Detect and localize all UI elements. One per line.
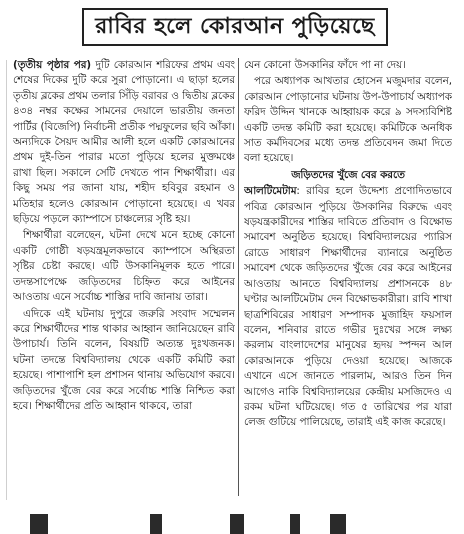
column-divider [238,58,239,496]
right-paragraph-3-text: : রাবির হলে উদ্দেশ্য প্রণোদিতভাবে পবিত্র কোরআন পুড়িয়ে উসকানির বিরুদ্ধে এবং ষড়যন্ত্রকারীদের শাস্তির দাবিতে প্রতিবাদ ও বিক্ষোভ সমাবেশ অনুষ্ঠিত হয়েছে। বিশ্ববিদ্যালয়ের প্যারিস রোডে সাধারণ শিক্ষার্থীদের ব্যানারে অনুষ্ঠিত সমাবেশ থেকে জড়িতদের খুঁজে বের করে আইনের আওতায় আনতে বিশ্ববিদ্যালয় প্রশাসনকে ৪৮ ঘণ্টার আলটিমেটাম দেন বিক্ষোভকারীরা। রাবি শাখা ছাত্রশিবিরের সাধারণ সম্পাদক মুজাহিদ ফয়সাল বলেন, শনিবার রাতে গভীর দুঃখের সঙ্গে লক্ষ্য করলাম বাংলাদেশের মানুষের হৃদয় স্পন্দন আল কোরআনকে পুড়িয়ে দেওয়া হয়েছে। আজকে এখানে এসে জানতে পারলাম, আরও তিন দিন আগেও নাকি বিশ্ববিদ্যালয়ের কেন্দ্রীয় মসজিদেও এ রকম ঘটনা ঘটিয়েছে। গত ৫ তারিখের পর যারা লেজ গুটিয়ে পালিয়েছে, তারাই এই কাজ করেছে। [244,185,452,429]
headline [82,8,388,46]
section-subhead: জড়িতদের খুঁজে বের করতে [291,168,405,181]
left-paragraph-1 [13,58,235,227]
ultimatum-label: আলটিমেটাম [244,185,297,198]
right-column [244,58,452,496]
next-headline-fragment [0,510,464,534]
right-paragraph-3 [244,184,452,431]
right-paragraph-1: যেন কোনো উসকানির ফাঁদে পা না দেয়। [244,59,406,71]
page-edge [0,60,7,500]
continued-from-label: (তৃতীয় পৃষ্ঠার পর) [13,59,92,71]
left-paragraph-3: এদিকে এই ঘটনায় দুপুরে জরুরি সংবাদ সম্মেলন করে শিক্ষার্থীদের শান্ত থাকার আহ্বান জানিয়েছেন রাবি উপাচার্য। তিনি বলেন, বিষয়টি অত্যন্ত দুঃখজনক। ঘটনা তদন্তে বিশ্ববিদ্যালয় থেকে একটি কমিটি করা হয়েছে। পাশাপাশি হল প্রশাসন থানায় অভিযোগ করবে। জড়িতদের খুঁজে বের করে সর্বোচ্চ শাস্তি নিশ্চিত করা হবে। শিক্ষার্থীদের প্রতি আহ্বান থাকবে, তারা [13,307,235,412]
left-column [13,58,235,496]
left-paragraph-1-text: দুটি কোরআন শরিফের প্রথম এবং শেষের দিকের দুটি করে সুরা পোড়ানো। এ ছাড়া হলের তৃতীয় ব্লকের প্রথম তলার সিঁড়ি বরাবর ও দ্বিতীয় ব্লকের ৪৩৪ নম্বর কক্ষের সামনের দেয়ালে ভারতীয় জনতা পার্টির (বিজেপি) নির্বাচনী প্রতীক পদ্মফুলের ছবি আঁকা। অন্যদিকে সৈয়দ আমীর আলী হলে একটি কোরআনের প্রথম দুই-তিন পারার মতো পুড়িয়ে হলের মুক্তমঞ্চে রাখা ছিল। সকালে সেটি দেখতে পান শিক্ষার্থীরা। এর কিছু সময় পর জানা যায়, শহীদ হবিবুর রহমান ও মতিহার হলেও কোরআন পোড়ানো হয়েছে। এ খবর ছড়িয়ে পড়লে ক্যাম্পাসে চাঞ্চল্যের সৃষ্টি হয়। [13,59,235,226]
left-paragraph-2: শিক্ষার্থীরা বলেছেন, ঘটনা দেখে মনে হচ্ছে কোনো একটি গোষ্ঠী ষড়যন্ত্রমূলকভাবে ক্যাম্পাসে অস্থিরতা সৃষ্টির চেষ্টা করছে। এটি উসকানিমূলক হতে পারে। তদন্তসাপেক্ষে জড়িতদের চিহ্নিত করে আইনের আওতায় এনে সর্বোচ্চ শাস্তির দাবি জানায় তারা। [13,229,235,304]
right-paragraph-2: পরে অধ্যাপক আখতার হোসেন মজুমদার বলেন, কোরআন পোড়ানোর ঘটনায় উপ-উপাচার্য অধ্যাপক ফরিদ উদ্দিন খানকে আহ্বায়ক করে ৯ সদস্যবিশিষ্ট একটি তদন্ত কমিটি করা হয়েছে। কমিটিকে অনধিক সাত কর্মদিবসের মধ্যে তদন্ত প্রতিবেদন জমা দিতে বলা হয়েছে। [244,75,452,165]
headline-text: রাবির হলে কোরআন পুড়িয়েছে [95,13,375,39]
